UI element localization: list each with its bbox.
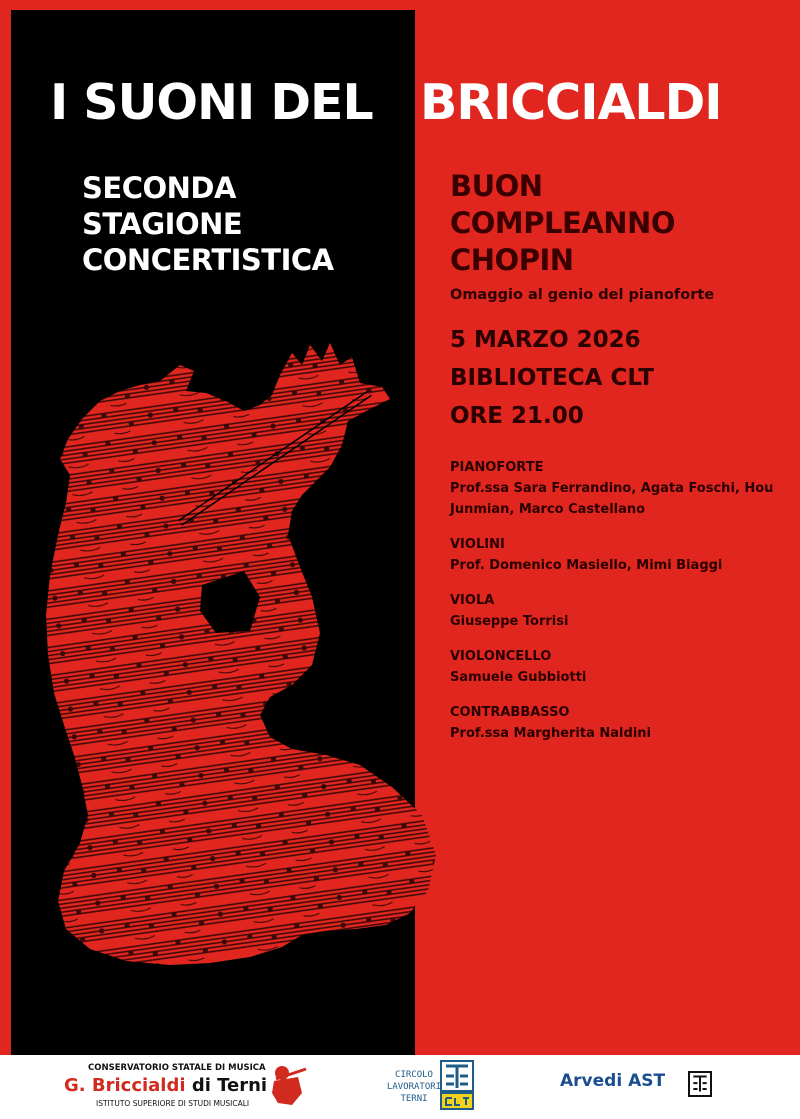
conservatorio-line1: CONSERVATORIO STATALE DI MUSICA	[88, 1063, 266, 1073]
event-info	[450, 321, 790, 435]
performer-role: VIOLONCELLO	[450, 649, 552, 664]
event-title-line: COMPLEANNO	[450, 206, 675, 240]
performers-list	[450, 457, 790, 744]
season-line: SECONDA	[82, 171, 236, 205]
title-right: BRICCIALDI	[420, 74, 722, 131]
sponsor-footer	[0, 1055, 800, 1119]
conservatorio-name-line	[64, 1075, 267, 1096]
event-subtitle: Omaggio al genio del pianoforte	[450, 287, 715, 303]
performer-names: Prof.ssa Sara Ferrandino, Agata Foschi, Hou Junmian, Marco Castellano	[450, 481, 774, 517]
event-time: ORE 21.00	[450, 403, 584, 429]
performer-section	[450, 646, 790, 688]
performer-role: PIANOFORTE	[450, 460, 544, 475]
season-heading	[82, 170, 334, 278]
performer-role: CONTRABBASSO	[450, 705, 570, 720]
conservatorio-city: di Terni	[191, 1075, 268, 1096]
poster-title	[0, 68, 800, 138]
circolo-block	[384, 1069, 444, 1105]
conservatorio-block	[60, 1063, 300, 1113]
sponsor-name: Arvedi AST	[560, 1071, 666, 1091]
performer-names: Prof.ssa Margherita Naldini	[450, 726, 651, 741]
season-line: STAGIONE	[82, 207, 243, 241]
event-details	[450, 168, 790, 744]
event-date: 5 MARZO 2026	[450, 327, 641, 353]
title-left: I SUONI DEL	[50, 74, 373, 131]
performer-section	[450, 457, 790, 520]
event-title-line: BUON	[450, 169, 543, 203]
conservatorio-line3: ISTITUTO SUPERIORE DI STUDI MUSICALI	[96, 1099, 250, 1108]
conservatorio-name: G. Briccialdi	[64, 1075, 186, 1096]
performer-role: VIOLINI	[450, 537, 505, 552]
performer-names: Samuele Gubbiotti	[450, 670, 587, 685]
performer-section	[450, 590, 790, 632]
season-line: CONCERTISTICA	[82, 243, 334, 277]
conservatorio-logo-icon	[268, 1063, 308, 1109]
flute-player-silhouette-icon	[30, 335, 450, 985]
terni-clt-logo-icon	[440, 1060, 474, 1110]
performer-names: Giuseppe Torrisi	[450, 614, 569, 629]
circolo-line: TERNI	[400, 1094, 428, 1104]
event-venue: BIBLIOTECA CLT	[450, 365, 654, 391]
performer-names: Prof. Domenico Masiello, Mimi Biaggi	[450, 558, 723, 573]
performer-role: VIOLA	[450, 593, 495, 608]
circolo-line: LAVORATORI	[386, 1082, 442, 1092]
circolo-line: CIRCOLO	[395, 1070, 433, 1080]
performer-section	[450, 534, 790, 576]
performer-section	[450, 702, 790, 744]
terni-ast-logo-icon	[688, 1071, 712, 1097]
event-title-line: CHOPIN	[450, 243, 574, 277]
